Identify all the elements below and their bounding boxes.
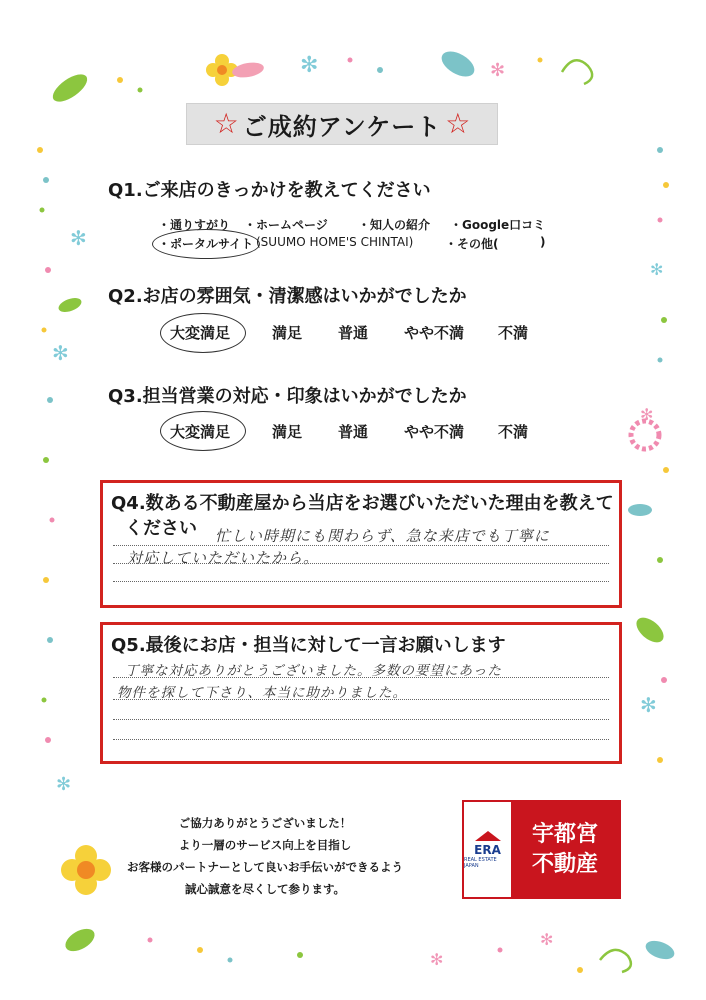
q4-ruled-line [113,581,609,582]
leaf-icon [643,937,677,962]
q2-option-satisfied[interactable]: 満足 [272,324,303,342]
thank-you-line: ご協力ありがとうございました！ [178,816,352,830]
snowflake-icon: ✻ [300,53,319,78]
q3-option-somewhat-dissatisfied[interactable]: やや不満 [404,423,465,441]
q2-option-dissatisfied[interactable]: 不満 [498,324,529,342]
q1-option-homepage[interactable]: ・ホームページ [244,218,328,232]
leaf-icon [437,46,478,81]
star-icon: ☆ [445,107,471,140]
q1-option-referral[interactable]: ・知人の紹介 [358,218,431,232]
thank-you-line: お客様のパートナーとして良いお手伝いができるよう [127,860,403,874]
snowflake-icon: ✻ [430,950,444,969]
leaf-icon [231,60,265,79]
leaf-icon [57,295,84,314]
snowflake-icon: ✻ [56,774,72,795]
era-logo [464,802,511,897]
q4-ruled-line [113,563,609,564]
leaf-icon [62,924,99,956]
q4-ruled-line [113,545,609,546]
q5-handwritten-answer-cont[interactable]: 物件を探して下さり、本当に助かりました。 [117,685,407,701]
q4-question: Q4.数ある不動産屋から当店をお選びいただいた理由を教えて [111,493,614,514]
company-name-line1: 宇都宮 [531,821,598,847]
q5-handwritten-answer[interactable]: 丁寧な対応ありがとうございました。多数の要望にあった [125,663,502,679]
q1-option-other-close: ) [540,235,546,249]
q1-option-walkby[interactable]: ・通りすがり [158,218,231,232]
era-brand: ERA [474,842,501,857]
page-title: ご成約アンケート [242,112,442,141]
star-icon: ☆ [213,107,239,140]
q1-option-other[interactable]: ・その他( [445,237,499,251]
q4-question-cont: ください [125,518,197,539]
thank-you-line: 誠心誠意を尽くして参ります。 [184,882,346,896]
q2-option-somewhat-dissatisfied[interactable]: やや不満 [404,324,465,342]
q5-question: Q5.最後にお店・担当に対して一言お願いします [111,635,506,656]
q5-ruled-line [113,739,609,740]
q4-answer-box [100,480,622,608]
house-icon [475,831,501,841]
swirl-icon [600,950,631,972]
page-title-box [186,103,498,145]
swirl-icon [562,60,592,84]
q3-question: Q3.担当営業の対応・印象はいかがでしたか [108,386,467,407]
q2-question: Q2.お店の雰囲気・清潔感はいかがでしたか [108,286,467,307]
q5-ruled-line [113,699,609,700]
q5-ruled-line [113,719,609,720]
q5-answer-box [100,622,622,764]
company-logo [462,800,621,899]
snowflake-icon: ✻ [640,693,657,717]
snowflake-icon: ✻ [650,260,664,279]
q1-option-google[interactable]: ・Google口コミ [450,218,546,232]
snowflake-icon: ✻ [70,226,87,250]
leaf-icon [632,613,668,647]
company-name [511,802,619,897]
q2-option-very-satisfied[interactable]: 大変満足 [170,324,231,342]
era-brand-sub: REAL ESTATE JAPAN [464,856,497,869]
flower-icon [631,421,659,449]
q3-option-neutral[interactable]: 普通 [338,423,369,441]
snowflake-icon: ✻ [640,405,654,424]
q3-option-satisfied[interactable]: 満足 [272,423,303,441]
q3-option-dissatisfied[interactable]: 不満 [498,423,529,441]
snowflake-icon: ✻ [540,930,554,949]
q1-portal-sites: (SUUMO HOME'S CHINTAI) [256,235,414,249]
q1-question: Q1.ご来店のきっかけを教えてください [108,180,431,201]
q2-option-neutral[interactable]: 普通 [338,324,369,342]
thank-you-message [90,812,440,900]
snowflake-icon: ✻ [490,60,506,81]
q4-handwritten-answer[interactable]: 忙しい時期にも関わらず、急な来店でも丁寧に [215,527,550,545]
q1-option-portal[interactable]: ・ポータルサイト [158,237,254,251]
leaf-icon [48,69,91,107]
q5-ruled-line [113,677,609,678]
leaf-icon [628,504,652,516]
q3-option-very-satisfied[interactable]: 大変満足 [170,423,231,441]
thank-you-line: より一層のサービス向上を目指し [178,838,352,852]
company-name-line2: 不動産 [531,851,598,877]
q4-handwritten-answer-cont[interactable]: 対応していただいたから。 [127,549,320,567]
snowflake-icon: ✻ [52,341,69,365]
